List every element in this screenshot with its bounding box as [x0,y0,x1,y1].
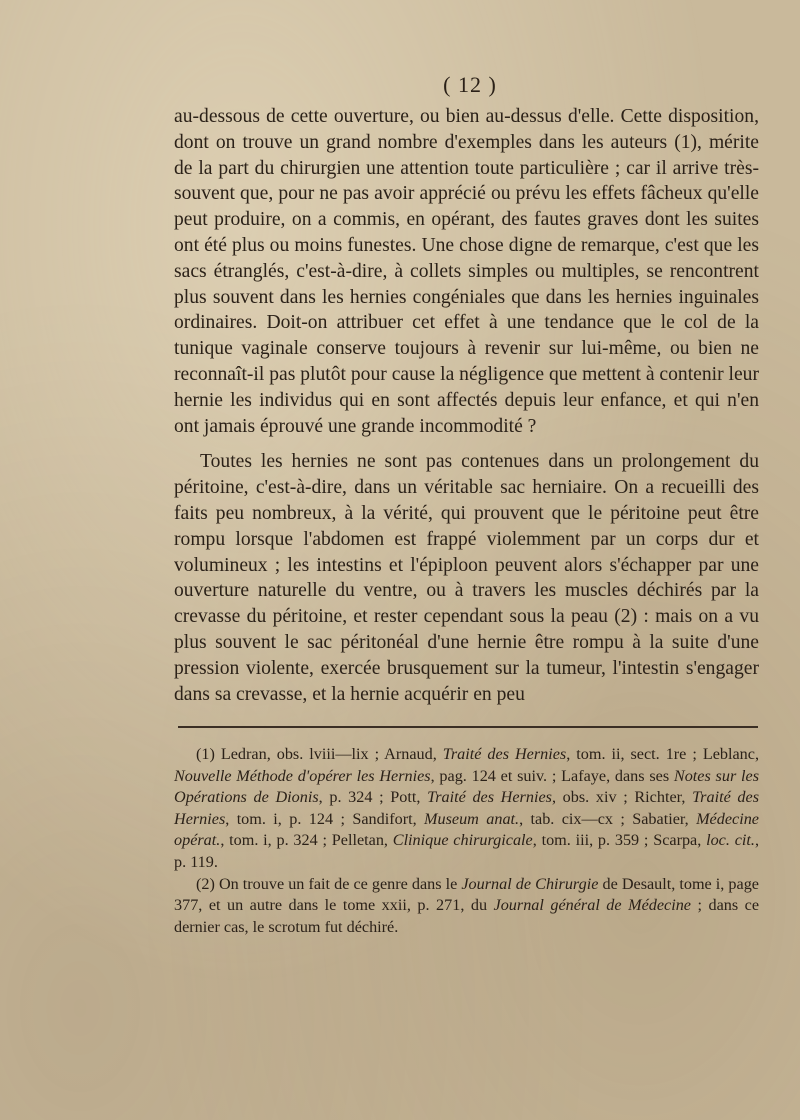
main-text [174,104,759,707]
footnote-1-title: Traité des Hernies [442,745,567,763]
footnote-1 [174,744,759,874]
footnote-2-text: (2) On trouve un fait de ce genre dans le [196,874,462,893]
footnote-1-text: , p. 324 ; Pott, [318,788,428,807]
footnote-1-title: loc. cit. [706,831,755,850]
footnote-1-title: Clinique chirurgicale [392,831,533,850]
footnote-1-text: , p. 119. [174,831,759,871]
footnote-1-text: , tom. i, p. 324 ; Pelletan, [220,831,393,850]
footnote-1-text: , obs. xiv ; Richter, [551,788,693,807]
footnote-1-text: , pag. 124 et suiv. ; Lafaye, dans ses [430,766,674,785]
footnotes [174,744,759,938]
footnote-1-title: Nouvelle Méthode d'opérer les Hernies [174,766,431,785]
footnote-1-text: , tom. ii, sect. 1re ; Leblanc, [566,745,759,763]
footnote-2-title: Journal de Chirurgie [461,874,599,893]
page-number: ( 12 ) [443,72,497,97]
footnote-1-title: Traité des Hernies [174,788,760,828]
paragraph-1: au-dessous de cette ouverture, ou bien au-dessus d'elle. Cette disposition, dont on trouve un grand nombre d'exemples dans les auteurs (1), mérite de la part du chirurgien une attention toute particulière ; car il arrive très-souvent que, pour ne pas avoir apprécié ou prévu les effets fâcheux qu'elle peut produire, on a commis, en opérant, des fautes graves dont les suites ont été plus ou moins funestes. Une chose digne de remarque, c'est que les sacs étranglés, c'est-à-dire, à collets simples ou multiples, se rencontrent plus souvent dans les hernies congéniales que dans les hernies inguinales ordinaires. Doit-on attribuer cet effet à une tendance que le col de la tunique vaginale conserve toujours à revenir sur lui-même, ou bien ne reconnaît-il pas plutôt pour cause la négligence que mettent à contenir leur hernie les individus qui en sont affectés depuis leur enfance, et qui n'en ont jamais éprouvé une grande incommodité ? [174,106,759,437]
footnote-1-text: , tom. iii, p. 359 ; Scarpa, [532,831,707,850]
footnote-1-text: , tom. i, p. 124 ; Sandifort, [225,809,425,828]
footnote-2 [174,874,759,939]
footnote-2-title: Journal général de Médecine [493,896,691,915]
paragraph-2: Toutes les hernies ne sont pas contenues dans un prolongement du péritoine, c'est-à-dire, dans un véritable sac herniaire. On a recueilli des faits peu nombreux, à la vérité, qui prouvent que le péritoine peut être rompu lorsque l'abdomen est frappé violemment par un corps dur et volumineux ; les intestins et l'épiploon peuvent alors s'échapper par une ouverture naturelle du ventre, ou à travers les muscles déchirés par la crevasse du péritoine, et rester cependant sous la peau (2) : mais on a vu plus souvent le sac péritonéal d'une hernie être rompu à la suite d'une pression violente, exercée brusquement sur la tumeur, l'intestin s'engager dans sa crevasse, et la hernie acquérir en peu [174,451,759,705]
footnote-1-text: , tab. cix—cx ; Sabatier, [519,809,697,828]
footnote-1-title: Museum anat. [424,809,520,828]
footnote-2-text: de Desault, tome i, page 377, et un autre dans le tome xxii, p. 271, du [174,874,759,915]
footnote-separator [178,726,758,728]
footnote-1-title: Traité des Hernies [427,788,552,807]
footnote-2-text: ; dans ce dernier cas, le scrotum fut déchiré. [174,896,760,936]
footnote-1-text: (1) Ledran, obs. lviii—lix ; Arnaud, [196,745,443,763]
footnote-1-title: Médecine opérat. [174,809,759,850]
footnote-1-title: Notes sur les Opérations de Dionis [174,766,759,807]
